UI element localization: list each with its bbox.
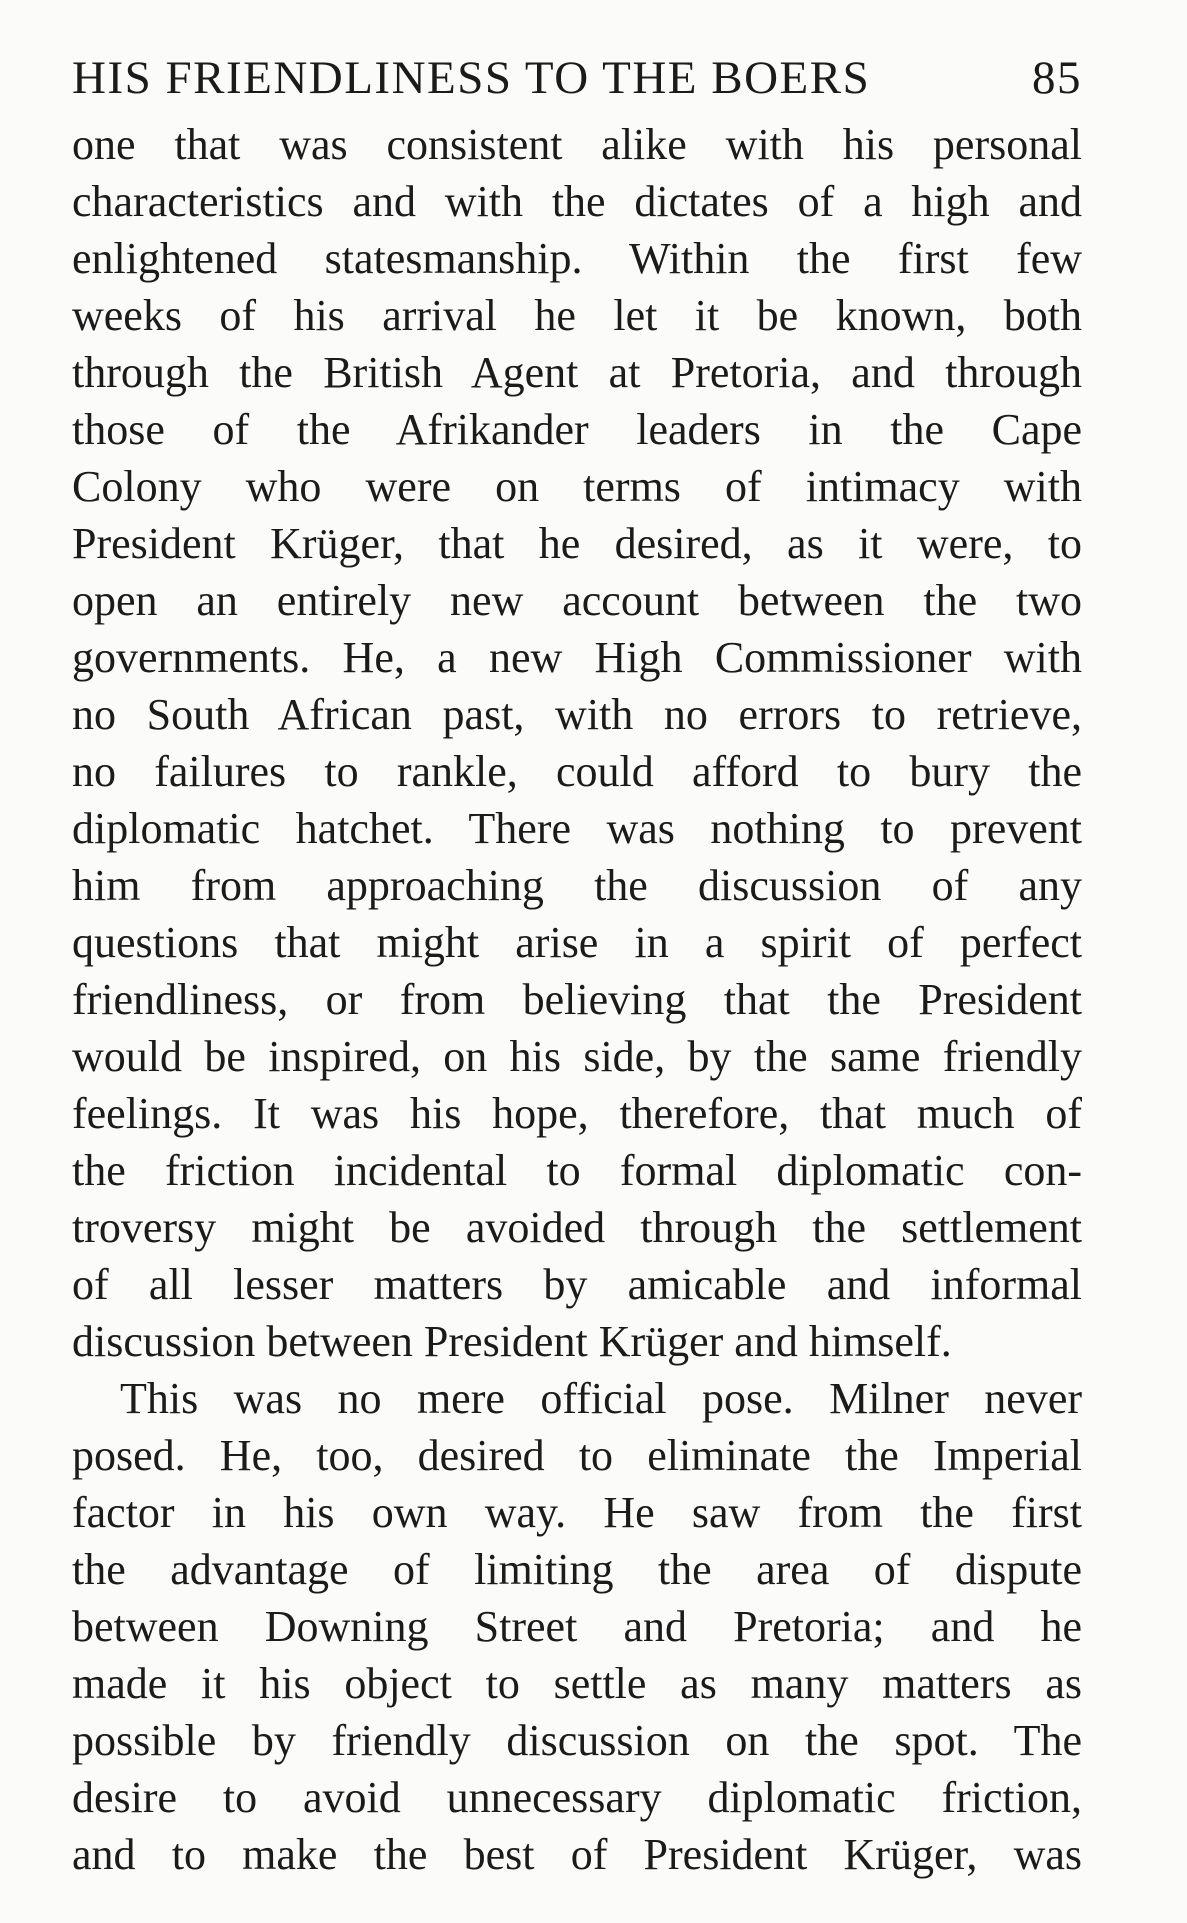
text-line: made it his object to settle as many matters as [72, 1659, 1082, 1708]
text-line: desire to avoid unnecessary diplomatic friction, [72, 1773, 1082, 1822]
text-line: posed. He, too, desired to eliminate the Imperial [72, 1431, 1082, 1480]
text-line: open an entirely new account between the two [72, 576, 1082, 625]
text-line: feelings. It was his hope, therefore, that much of [72, 1089, 1082, 1138]
page-number: 85 [1032, 52, 1082, 104]
text-line: and to make the best of President Krüger, was [72, 1830, 1082, 1879]
text-line: This was no mere official pose. Milner never [120, 1374, 1082, 1423]
text-line: enlightened statesmanship. Within the first few [72, 234, 1082, 283]
book-page [72, 0, 1082, 1923]
body-text [72, 116, 1082, 1883]
text-line: the friction incidental to formal diplomatic con- [72, 1146, 1082, 1195]
text-line: no failures to rankle, could afford to bury the [72, 747, 1082, 796]
text-line: weeks of his arrival he let it be known, both [72, 291, 1082, 340]
text-line: discussion between President Krüger and himself. [72, 1317, 952, 1366]
text-line: questions that might arise in a spirit of perfect [72, 918, 1082, 967]
text-line: through the British Agent at Pretoria, and through [72, 348, 1082, 397]
paragraph-2 [72, 1370, 1082, 1883]
text-line: of all lesser matters by amicable and informal [72, 1260, 1082, 1309]
text-line: governments. He, a new High Commissioner with [72, 633, 1082, 682]
text-line: one that was consistent alike with his personal [72, 120, 1082, 169]
text-line: between Downing Street and Pretoria; and he [72, 1602, 1082, 1651]
text-line: friendliness, or from believing that the President [72, 975, 1082, 1024]
text-line: him from approaching the discussion of any [72, 861, 1082, 910]
text-line: the advantage of limiting the area of dispute [72, 1545, 1082, 1594]
paragraph-1 [72, 116, 1082, 1370]
text-line: President Krüger, that he desired, as it were, to [72, 519, 1082, 568]
text-line: troversy might be avoided through the settlement [72, 1203, 1082, 1252]
text-line: those of the Afrikander leaders in the Cape [72, 405, 1082, 454]
text-line: would be inspired, on his side, by the same friendly [72, 1032, 1082, 1081]
text-line: factor in his own way. He saw from the first [72, 1488, 1082, 1537]
running-head [72, 48, 1082, 108]
text-line: characteristics and with the dictates of a high and [72, 177, 1082, 226]
text-line: Colony who were on terms of intimacy with [72, 462, 1082, 511]
text-line: possible by friendly discussion on the spot. The [72, 1716, 1082, 1765]
text-line: no South African past, with no errors to retrieve, [72, 690, 1082, 739]
text-line: diplomatic hatchet. There was nothing to prevent [72, 804, 1082, 853]
chapter-title: HIS FRIENDLINESS TO THE BOERS [72, 52, 871, 104]
